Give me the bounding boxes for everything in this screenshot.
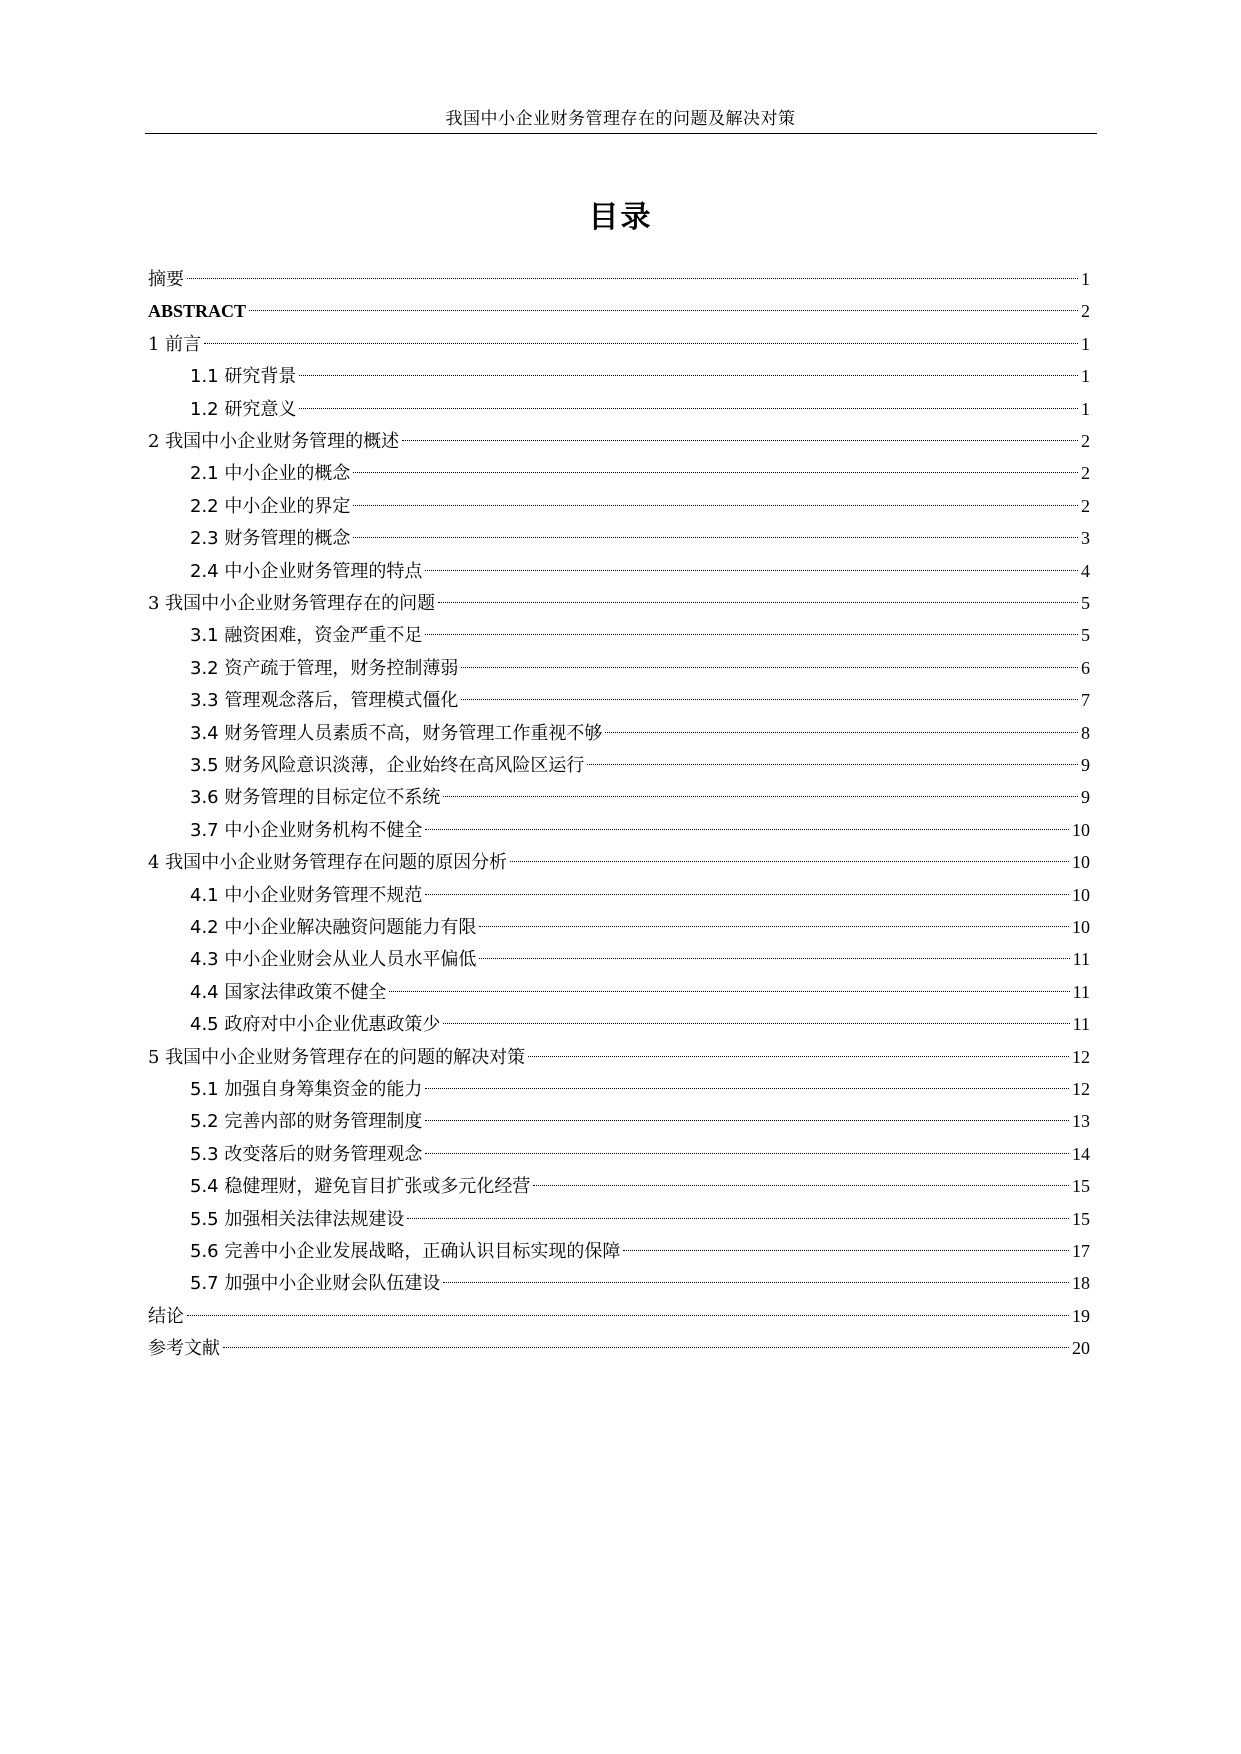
toc-entry[interactable] [190,523,1090,553]
toc-entry-page-number: 1 [1081,398,1090,419]
toc-entry-page-number: 17 [1072,1241,1090,1261]
toc-entry-title: 4.1 中小企业财务管理不规范 [190,884,423,906]
toc-entry-page-number: 2 [1081,495,1090,516]
toc-dot-leader [425,1120,1069,1121]
toc-entry[interactable] [190,977,1090,1007]
toc-entry[interactable] [190,1009,1090,1039]
toc-dot-leader [299,408,1078,409]
toc-entry-title: 3.7 中小企业财务机构不健全 [190,819,423,841]
toc-entry-page-number: 14 [1072,1143,1090,1164]
toc-dot-leader [425,894,1069,895]
toc-entry-title: 3.3 管理观念落后，管理模式僵化 [190,690,459,712]
toc-entry-title: 3.5 财务风险意识淡薄，企业始终在高风险区运行 [190,755,585,776]
toc-dot-leader [425,1153,1069,1154]
header-rule [145,133,1097,134]
toc-entry-title: 2.3 财务管理的概念 [190,528,351,550]
toc-entry-title: 5.7 加强中小企业财会队伍建设 [190,1273,441,1295]
toc-entry[interactable] [148,1042,1090,1072]
toc-entry-title: 参考文献 [148,1338,220,1360]
toc-entry-title: 摘要 [148,269,184,290]
toc-entry-title: 3.4 财务管理人员素质不高，财务管理工作重视不够 [190,722,603,744]
toc-entry-page-number: 2 [1081,431,1090,451]
toc-entry-title: 4.2 中小企业解决融资问题能力有限 [190,917,477,938]
toc-entry-page-number: 11 [1072,1014,1090,1035]
toc-entry-page-number: 1 [1081,333,1090,354]
toc-entry-page-number: 5 [1081,625,1090,646]
toc-dot-leader [425,634,1078,635]
toc-dot-leader [425,1088,1069,1089]
toc-entry-title: 4 我国中小企业财务管理存在问题的原因分析 [148,852,508,874]
toc-dot-leader [187,278,1078,279]
toc-entry-page-number: 2 [1081,463,1090,484]
toc-entry[interactable] [190,1268,1090,1298]
toc-entry-page-number: 7 [1081,690,1090,711]
toc-entry[interactable] [190,912,1090,942]
toc-entry[interactable] [148,1301,1090,1331]
toc-entry-title: 5.4 稳健理财，避免盲目扩张或多元化经营 [190,1176,531,1198]
toc-entry[interactable] [190,620,1090,650]
toc-entry-title: 4.5 政府对中小企业优惠政策少 [190,1014,441,1036]
toc-dot-leader [623,1250,1069,1251]
toc-entry-title: 1.2 研究意义 [190,398,297,420]
toc-entry-page-number: 2 [1081,301,1090,322]
toc-dot-leader [533,1185,1069,1186]
toc-dot-leader [605,732,1078,733]
toc-dot-leader [353,537,1078,538]
toc-entry-page-number: 19 [1072,1305,1090,1326]
toc-entry[interactable] [190,1171,1090,1201]
toc-entry-title: 5.2 完善内部的财务管理制度 [190,1111,423,1133]
toc-entry[interactable] [190,685,1090,715]
toc-dot-leader [443,1023,1069,1024]
toc-entry-page-number: 10 [1072,917,1090,937]
toc-entry[interactable] [190,782,1090,812]
toc-entry[interactable] [190,1139,1090,1169]
toc-entry-page-number: 12 [1072,1079,1090,1099]
toc-entry-page-number: 5 [1081,593,1090,613]
toc-dot-leader [425,829,1069,830]
toc-entry[interactable] [148,426,1090,456]
toc-entry-title: 1 前言 [148,333,202,355]
toc-dot-leader [223,1347,1069,1348]
toc-entry[interactable] [190,718,1090,748]
toc-entry[interactable] [148,1333,1090,1363]
toc-entry[interactable] [190,880,1090,910]
toc-entry[interactable] [190,556,1090,586]
toc-entry-title: 2 我国中小企业财务管理的概述 [148,431,400,452]
toc-entry-title: 5.5 加强相关法律法规建设 [190,1208,405,1230]
toc-entry-page-number: 6 [1081,657,1090,678]
toc-dot-leader [299,375,1078,376]
toc-entry-page-number: 9 [1081,787,1090,808]
toc-dot-leader [461,667,1078,668]
toc-entry-page-number: 13 [1072,1111,1090,1132]
toc-entry[interactable] [190,1106,1090,1136]
toc-entry-title: 2.2 中小企业的界定 [190,495,351,517]
toc-dot-leader [587,764,1078,765]
running-header: 我国中小企业财务管理存在的问题及解决对策 [445,109,796,129]
toc-entry-page-number: 15 [1072,1208,1090,1229]
toc-entry-title: 结论 [148,1305,184,1327]
toc-entry-page-number: 3 [1081,528,1090,549]
toc-entry-page-number: 12 [1072,1046,1090,1067]
toc-entry-page-number: 11 [1072,981,1090,1002]
toc-entry-title: 4.3 中小企业财会从业人员水平偏低 [190,949,477,971]
toc-entry-page-number: 9 [1081,755,1090,775]
toc-dot-leader [187,1315,1069,1316]
toc-entry-page-number: 18 [1072,1273,1090,1294]
toc-dot-leader [353,505,1078,506]
toc-entry-page-number: 10 [1072,819,1090,840]
toc-entry[interactable] [190,815,1090,845]
toc-entry[interactable] [190,361,1090,391]
toc-dot-leader [510,861,1069,862]
toc-dot-leader [407,1218,1069,1219]
toc-entry-title: 5 我国中小企业财务管理存在的问题的解决对策 [148,1046,526,1068]
toc-entry-title: 2.1 中小企业的概念 [190,463,351,485]
toc-dot-leader [389,991,1069,992]
toc-entry-title: 1.1 研究背景 [190,366,297,388]
toc-title: 目录 [588,200,653,235]
toc-entry[interactable] [190,458,1090,488]
toc-entry-title: ABSTRACT [148,301,247,322]
toc-entry[interactable] [148,296,1090,326]
toc-entry[interactable] [148,264,1090,294]
toc-entry-page-number: 11 [1072,949,1090,970]
toc-entry-page-number: 1 [1081,269,1090,289]
toc-dot-leader [249,310,1078,311]
toc-dot-leader [528,1056,1069,1057]
toc-entry-title: 3 我国中小企业财务管理存在的问题 [148,593,436,614]
toc-entry[interactable] [190,394,1090,424]
toc-dot-leader [353,472,1078,473]
toc-dot-leader [479,958,1069,959]
toc-entry[interactable] [148,329,1090,359]
toc-entry-title: 2.4 中小企业财务管理的特点 [190,560,423,582]
toc-entry-title: 3.1 融资困难，资金严重不足 [190,625,423,647]
toc-dot-leader [204,343,1078,344]
toc-entry-title: 5.1 加强自身筹集资金的能力 [190,1079,423,1100]
toc-entry[interactable] [148,847,1090,877]
toc-entry-page-number: 8 [1081,722,1090,743]
toc-entry[interactable] [190,1204,1090,1234]
toc-dot-leader [402,440,1078,441]
toc-entry-page-number: 10 [1072,852,1090,873]
toc-dot-leader [443,796,1078,797]
toc-entry[interactable] [190,1074,1090,1104]
toc-dot-leader [425,570,1078,571]
toc-entry-page-number: 10 [1072,884,1090,905]
toc-entry-page-number: 20 [1072,1338,1090,1359]
toc-entry[interactable] [190,750,1090,780]
toc-entry[interactable] [190,653,1090,683]
toc-dot-leader [461,699,1078,700]
toc-entry-page-number: 1 [1081,366,1090,387]
toc-entry-title: 4.4 国家法律政策不健全 [190,981,387,1003]
toc-entry-title: 3.2 资产疏于管理，财务控制薄弱 [190,657,459,679]
toc-entry-title: 5.6 完善中小企业发展战略，正确认识目标实现的保障 [190,1241,621,1262]
toc-entry[interactable] [190,491,1090,521]
toc-entry-page-number: 15 [1072,1176,1090,1197]
toc-entry-title: 3.6 财务管理的目标定位不系统 [190,787,441,809]
toc-dot-leader [438,602,1078,603]
toc-dot-leader [443,1282,1069,1283]
toc-entry[interactable] [190,944,1090,974]
toc-entry-title: 5.3 改变落后的财务管理观念 [190,1143,423,1165]
toc-entry-page-number: 4 [1081,560,1090,581]
toc-entry[interactable] [190,1236,1090,1266]
toc-dot-leader [479,926,1069,927]
toc-entry[interactable] [148,588,1090,618]
